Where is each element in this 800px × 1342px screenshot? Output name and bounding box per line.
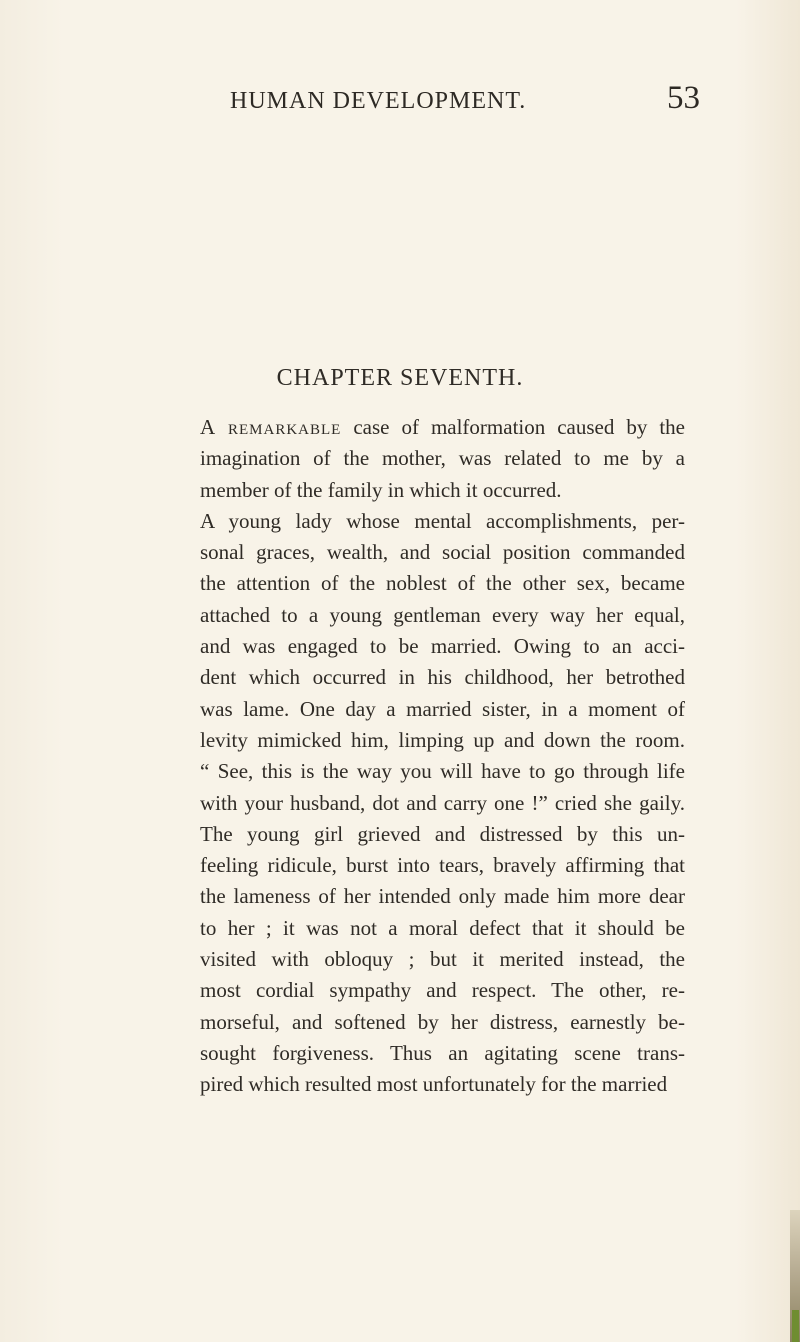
page-edge-strip — [790, 1210, 800, 1342]
paragraph-2-line-6: dent which occurred in his childhood, her betrothed — [200, 665, 685, 690]
chapter-title: CHAPTER SEVENTH. — [276, 365, 524, 391]
paragraph-2-line-13: the lameness of her intended only made him more dear — [200, 884, 685, 909]
page-edge-green-mark — [792, 1310, 799, 1342]
paragraph-2-line-3: the attention of the noblest of the other sex, became — [200, 571, 685, 596]
paragraph-2-line-11: The young girl grieved and distressed by this un- — [200, 821, 685, 846]
paragraph-2-line-18: sought forgiveness. Thus an agitating scene trans- — [200, 1040, 685, 1065]
paragraph-2-line-8: levity mimicked him, limping up and down the room. — [200, 727, 685, 752]
paragraph-2-line-12: feeling ridicule, burst into tears, bravely affirming that — [200, 853, 685, 878]
paragraph-2-line-2: sonal graces, wealth, and social position commanded — [200, 540, 685, 565]
paragraph-2-line-14: to her ; it was not a moral defect that it should be — [200, 915, 685, 940]
paragraph-2-line-5: and was engaged to be married. Owing to an acci- — [200, 634, 685, 659]
paragraph-1-line-1 — [200, 412, 685, 443]
paragraph-2-line-15: visited with obloquy ; but it merited instead, the — [200, 947, 685, 972]
paragraph-2-line-10: with your husband, dot and carry one !” cried she gaily. — [200, 790, 685, 815]
running-title: HUMAN DEVELOPMENT. — [230, 88, 527, 114]
opening-words: A remarkable — [200, 415, 342, 439]
paragraph-2-line-19: pired which resulted most unfortunately for the married — [200, 1072, 668, 1097]
running-head — [230, 80, 700, 120]
paragraph-2-line-7: was lame. One day a married sister, in a moment of — [200, 696, 685, 721]
body-text — [200, 412, 685, 1101]
paragraph-2-line-4: attached to a young gentleman every way her equal, — [200, 602, 685, 627]
paragraph-1-line-3: member of the family in which it occurred. — [200, 477, 562, 502]
paragraph-2-line-17: morseful, and softened by her distress, earnestly be- — [200, 1009, 685, 1034]
paragraph-2-line-16: most cordial sympathy and respect. The other, re- — [200, 978, 685, 1003]
paragraph-1-line-2: imagination of the mother, was related to me by a — [200, 446, 685, 471]
paragraph-2-line-1: A young lady whose mental accomplishments, per- — [200, 508, 685, 533]
paragraph-1-line-1-rest: case of malformation caused by the — [341, 415, 685, 439]
page-number: 53 — [667, 80, 700, 116]
paragraph-2-line-9: “ See, this is the way you will have to go through life — [200, 759, 685, 784]
